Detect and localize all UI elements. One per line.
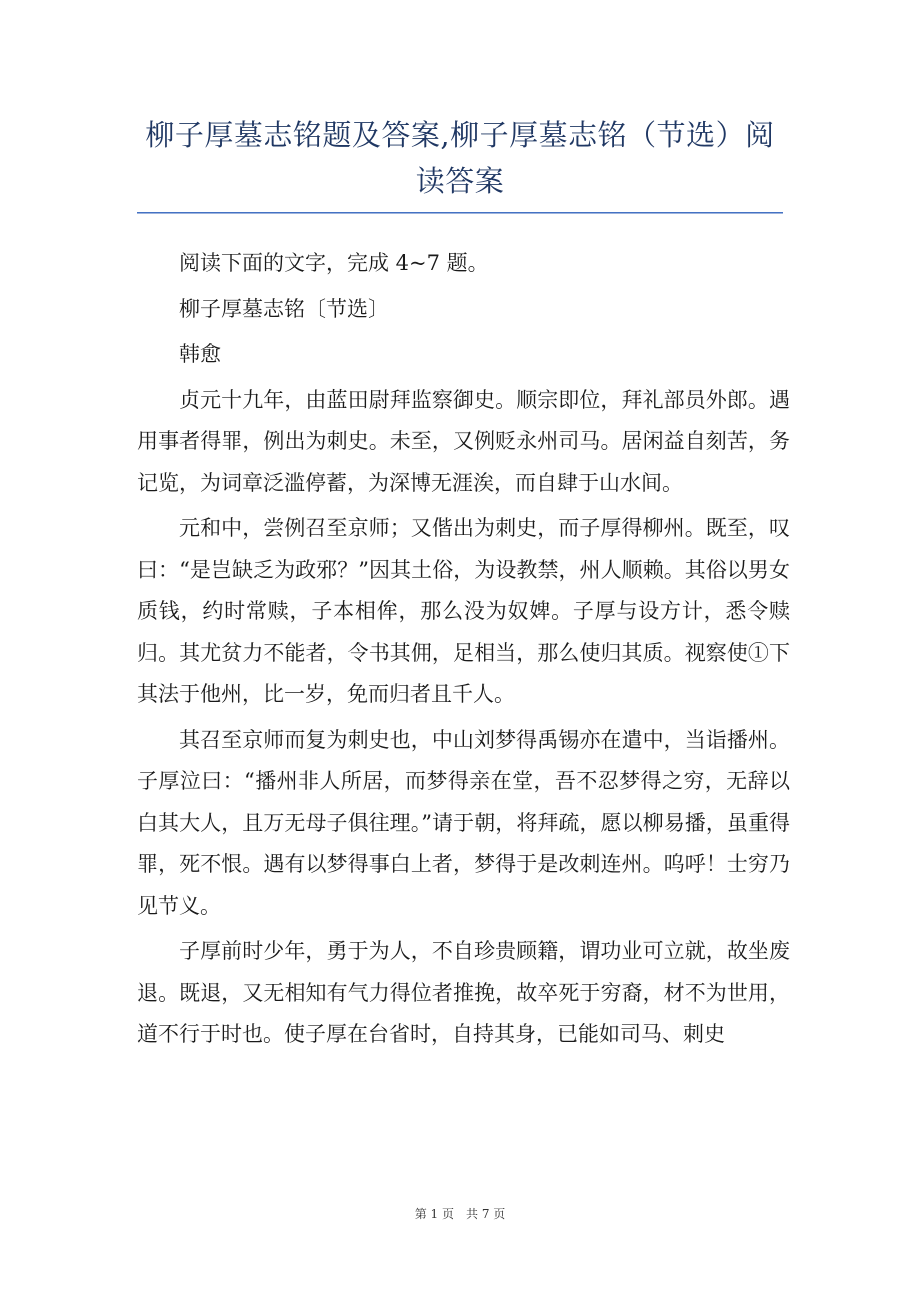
- author-name: 韩愈: [179, 342, 221, 366]
- text-paragraph-2: 元和中，尝例召至京师；又偕出为刺史，而子厚得柳州。既至，叹曰：“是岂缺乏为政邪？”因其土俗，为设教禁，州人顺赖。其俗以男女质钱，约时常赎，子本相侔，那么没为奴婢。子厚与设方计，悉令赎归。其尤贫力不能者，令书其佣，足相当，那么使归其质。视察使①下其法于他州，比一岁，免而归者且千人。: [137, 516, 790, 706]
- document-body: [137, 243, 790, 1056]
- page-title: 柳子厚墓志铭题及答案,柳子厚墓志铭（节选）阅读答案: [145, 118, 775, 198]
- text-paragraph-4: 子厚前时少年，勇于为人，不自珍贵顾籍，谓功业可立就，故坐废退。既退，又无相知有气力得位者推挽，故卒死于穷裔，材不为世用，道不行于时也。使子厚在台省时，自持其身，已能如司马、刺史: [137, 939, 790, 1046]
- work-title: 柳子厚墓志铭〔节选〕: [179, 296, 389, 321]
- page-footer: 第 1 页 共 7 页: [414, 1207, 506, 1221]
- text-paragraph-1: 贞元十九年，由蓝田尉拜监察御史。顺宗即位，拜礼部员外郎。遇用事者得罪，例出为刺史。未至，又例贬永州司马。居闲益自刻苦，务记览，为词章泛滥停蓄，为深博无涯涘，而自肆于山水间。: [137, 387, 790, 495]
- instruction-paragraph: 阅读下面的文字，完成 4~7 题。: [179, 251, 489, 275]
- text-paragraph-3: 其召至京师而复为刺史也，中山刘梦得禹锡亦在遣中，当诣播州。子厚泣曰：“播州非人所居，而梦得亲在堂，吾不忍梦得之穷，无辞以白其大人，且万无母子俱往理。”请于朝，将拜疏，愿以柳易播，虽重得罪，死不恨。遇有以梦得事白上者，梦得于是改刺连州。呜呼！士穷乃见节义。: [137, 727, 790, 918]
- title-divider: [137, 212, 783, 213]
